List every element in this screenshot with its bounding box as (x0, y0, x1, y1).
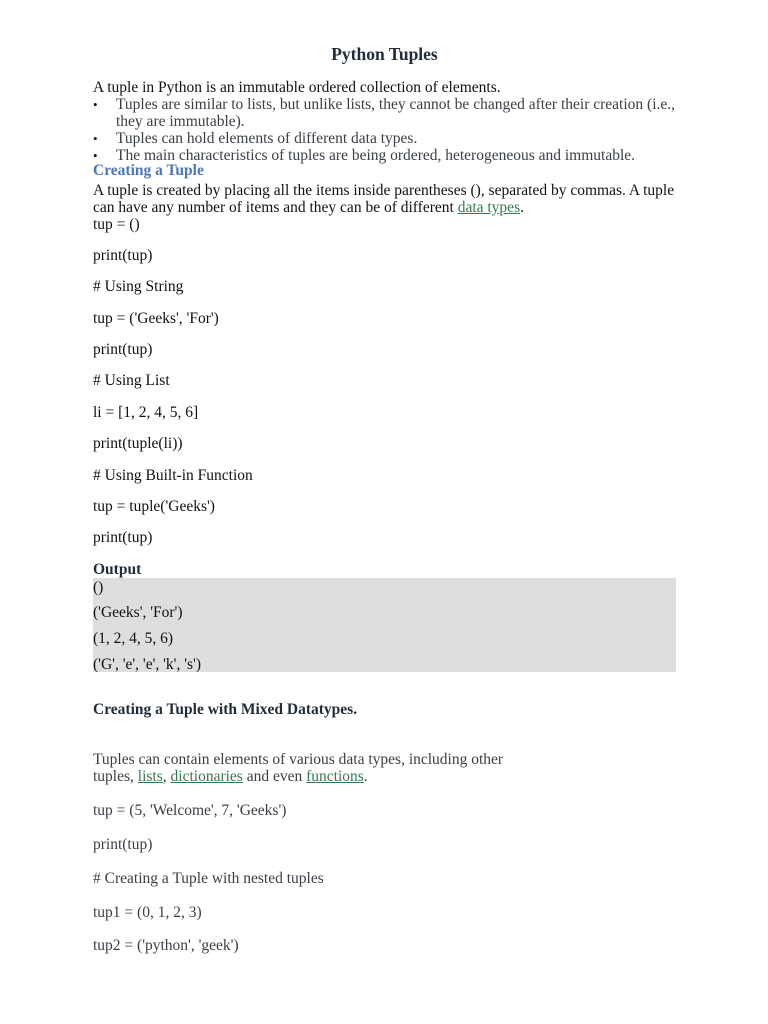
bullet-item: • Tuples are similar to lists, but unlike lists, they cannot be changed after their creation (i.e., they are immutable). (93, 96, 676, 130)
code-line: tup = (5, 'Welcome', 7, 'Geeks') (93, 802, 287, 819)
bullet-list (93, 96, 676, 164)
paragraph-text: and even (242, 768, 307, 785)
code-line: print(tup) (93, 341, 153, 358)
code-line: tup = tuple('Geeks') (93, 498, 215, 515)
output-line: ('Geeks', 'For') (93, 604, 183, 621)
creating-tuple-paragraph (93, 182, 676, 216)
code-line: # Using Built-in Function (93, 467, 253, 484)
code-line: # Using List (93, 372, 170, 389)
code-line: tup = () (93, 216, 140, 233)
code-line: # Using String (93, 278, 184, 295)
functions-link[interactable]: functions (306, 768, 364, 785)
paragraph-text: tuples, (93, 768, 138, 785)
paragraph-end: . (363, 768, 368, 785)
code-line: tup1 = (0, 1, 2, 3) (93, 904, 202, 921)
paragraph-text: A tuple is created by placing all the items inside parentheses (), separated by commas. A tuple can have any number of items and they can be of different (93, 182, 675, 216)
data-types-link[interactable]: data types (457, 199, 521, 216)
code-line: li = [1, 2, 4, 5, 6] (93, 404, 199, 421)
separator-text: , (162, 768, 171, 785)
output-line: () (93, 579, 104, 596)
bullet-item: • Tuples can hold elements of different data types. (93, 130, 676, 147)
code-line: tup2 = ('python', 'geek') (93, 937, 239, 954)
lists-link[interactable]: lists (137, 768, 163, 785)
code-line: tup = ('Geeks', 'For') (93, 310, 219, 327)
code-line: print(tup) (93, 836, 153, 853)
mixed-paragraph-line2 (93, 768, 368, 785)
output-block (93, 578, 676, 672)
bullet-item: • The main characteristics of tuples are being ordered, heterogeneous and immutable. (93, 147, 676, 164)
dictionaries-link[interactable]: dictionaries (170, 768, 243, 785)
section-heading-creating-tuple: Creating a Tuple (93, 162, 204, 179)
paragraph-end: . (520, 199, 524, 216)
page-title: Python Tuples (331, 44, 438, 64)
mixed-paragraph-line1: Tuples can contain elements of various data types, including other (93, 751, 504, 768)
code-line: # Creating a Tuple with nested tuples (93, 870, 324, 887)
code-line: print(tup) (93, 529, 153, 546)
code-line: print(tup) (93, 247, 153, 264)
intro-text: A tuple in Python is an immutable ordered collection of elements. (93, 79, 501, 96)
output-line: (1, 2, 4, 5, 6) (93, 630, 174, 647)
output-heading: Output (93, 561, 142, 578)
section-heading-mixed-datatypes: Creating a Tuple with Mixed Datatypes. (93, 701, 358, 718)
output-line: ('G', 'e', 'e', 'k', 's') (93, 656, 201, 673)
code-line: print(tuple(li)) (93, 435, 183, 452)
